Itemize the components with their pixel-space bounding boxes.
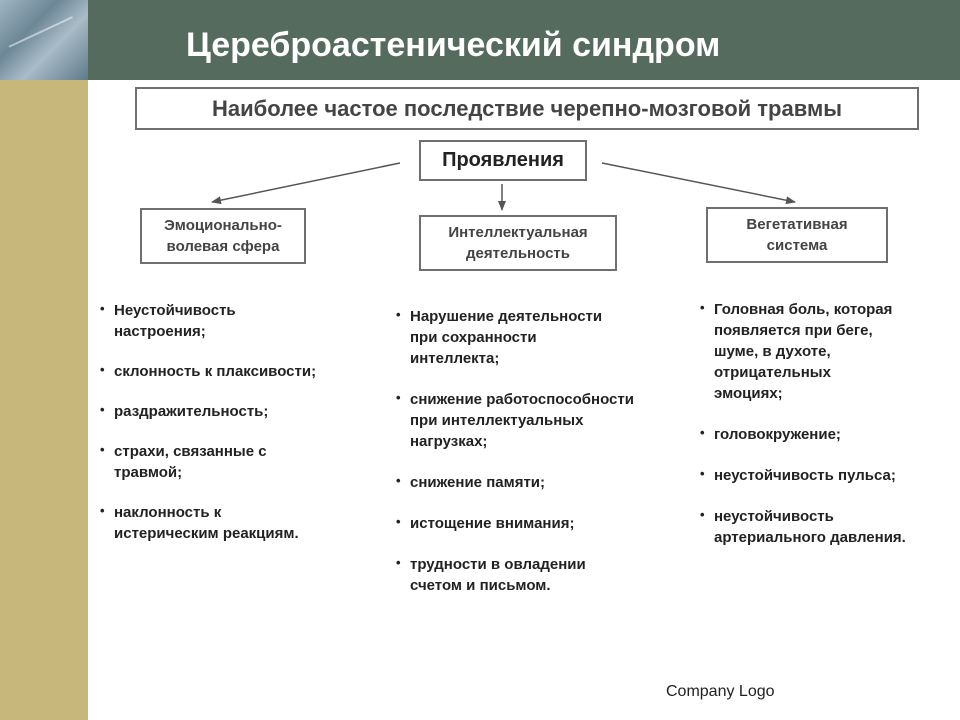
subtitle-box: Наиболее частое последствие черепно-мозговой травмы [135, 87, 919, 130]
list-item: • головокружение; [700, 424, 950, 445]
arrow-right [602, 163, 795, 202]
center-node: Проявления [419, 140, 587, 181]
list-item: • неустойчивость пульса; [700, 465, 950, 486]
arrow-left [212, 163, 400, 202]
category-emotional: Эмоционально- волевая сфера [140, 208, 306, 264]
list-item: • Неустойчивость настроения; [100, 300, 380, 342]
list-item: • страхи, связанные с травмой; [100, 441, 380, 483]
slide-title: Цереброастенический синдром [186, 26, 721, 64]
list-item: • снижение работоспособности при интеллектуальных нагрузках; [396, 389, 696, 452]
list-item: • неустойчивость артериального давления. [700, 506, 950, 548]
list-item: • истощение внимания; [396, 513, 696, 534]
list-vegetative [700, 299, 950, 568]
list-item: • трудности в овладении счетом и письмом. [396, 554, 696, 596]
list-item: • наклонность к истерическим реакциям. [100, 502, 380, 544]
list-item: • Головная боль, которая появляется при беге, шуме, в духоте, отрицательных эмоциях; [700, 299, 950, 404]
list-item: • склонность к плаксивости; [100, 361, 380, 382]
list-item: • снижение памяти; [396, 472, 696, 493]
list-emotional [100, 300, 380, 563]
company-logo: Company Logo [666, 683, 775, 700]
category-vegetative: Вегетативная система [706, 207, 888, 263]
category-intellectual: Интеллектуальная деятельность [419, 215, 617, 271]
list-item: • Нарушение деятельности при сохранности интеллекта; [396, 306, 696, 369]
list-item: • раздражительность; [100, 401, 380, 422]
list-intellectual [396, 306, 696, 616]
